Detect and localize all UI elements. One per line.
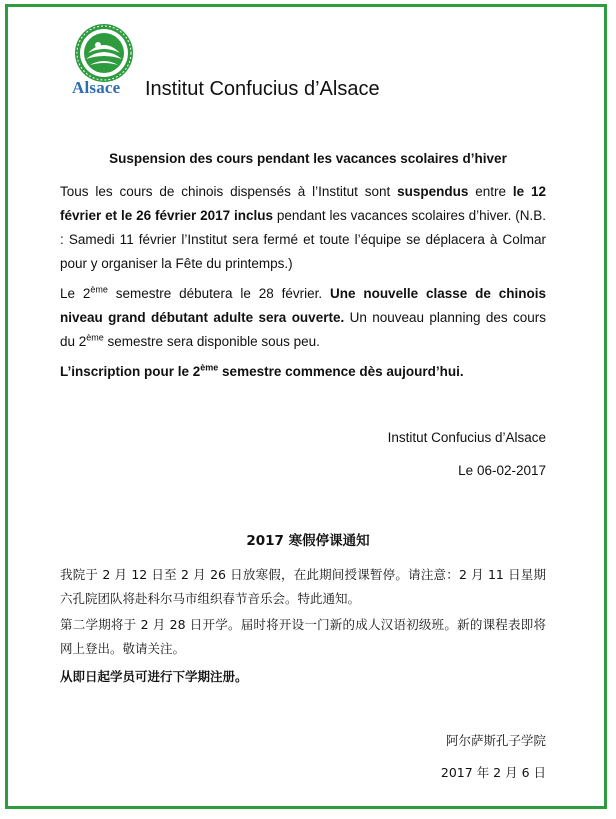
chinese-paragraph-2: 第二学期将于 2 月 28 日开学。届时将开设一门新的成人汉语初级班。新的课程表即将网上登出。敬请关注。 bbox=[60, 617, 546, 656]
french-paragraph-2: Le 2ème semestre débutera le 28 février. Une nouvelle classe de chinois niveau grand débutant adulte sera ouverte. Un nouveau planning des cours du 2ème semestre sera disponible sous peu. bbox=[60, 284, 546, 349]
logo-wordmark: Alsace bbox=[72, 78, 121, 97]
french-paragraph-1: Tous les cours de chinois dispensés à l’Institut sont suspendus entre le 12 février et le 26 février 2017 inclus pendant les vacances scolaires d’hiver. (N.B. : Samedi 11 février l’Institut sera fermé et toute l’équipe se déplacera à Colmar pour y organiser la Fête du printemps.) bbox=[60, 184, 546, 271]
french-paragraph-3: L’inscription pour le 2ème semestre commence dès aujourd’hui. bbox=[60, 362, 464, 379]
chinese-paragraph-3: 从即日起学员可进行下学期注册。 bbox=[60, 669, 248, 684]
chinese-paragraph-1: 我院于 2 月 12 日至 2 月 26 日放寒假，在此期间授课暂停。请注意：2 月 11 日星期六孔院团队将赴科尔马市组织春节音乐会。特此通知。 bbox=[60, 567, 546, 606]
chinese-title: 2017 寒假停课通知 bbox=[246, 533, 370, 549]
institute-name: Institut Confucius d’Alsace bbox=[145, 78, 380, 100]
chinese-signature: 阿尔萨斯孔子学院 bbox=[445, 733, 546, 748]
french-title: Suspension des cours pendant les vacances scolaires d’hiver bbox=[109, 151, 507, 166]
french-date: Le 06-02-2017 bbox=[458, 463, 546, 478]
french-signature: Institut Confucius d’Alsace bbox=[387, 430, 546, 445]
chinese-date: 2017 年 2 月 6 日 bbox=[440, 765, 546, 780]
